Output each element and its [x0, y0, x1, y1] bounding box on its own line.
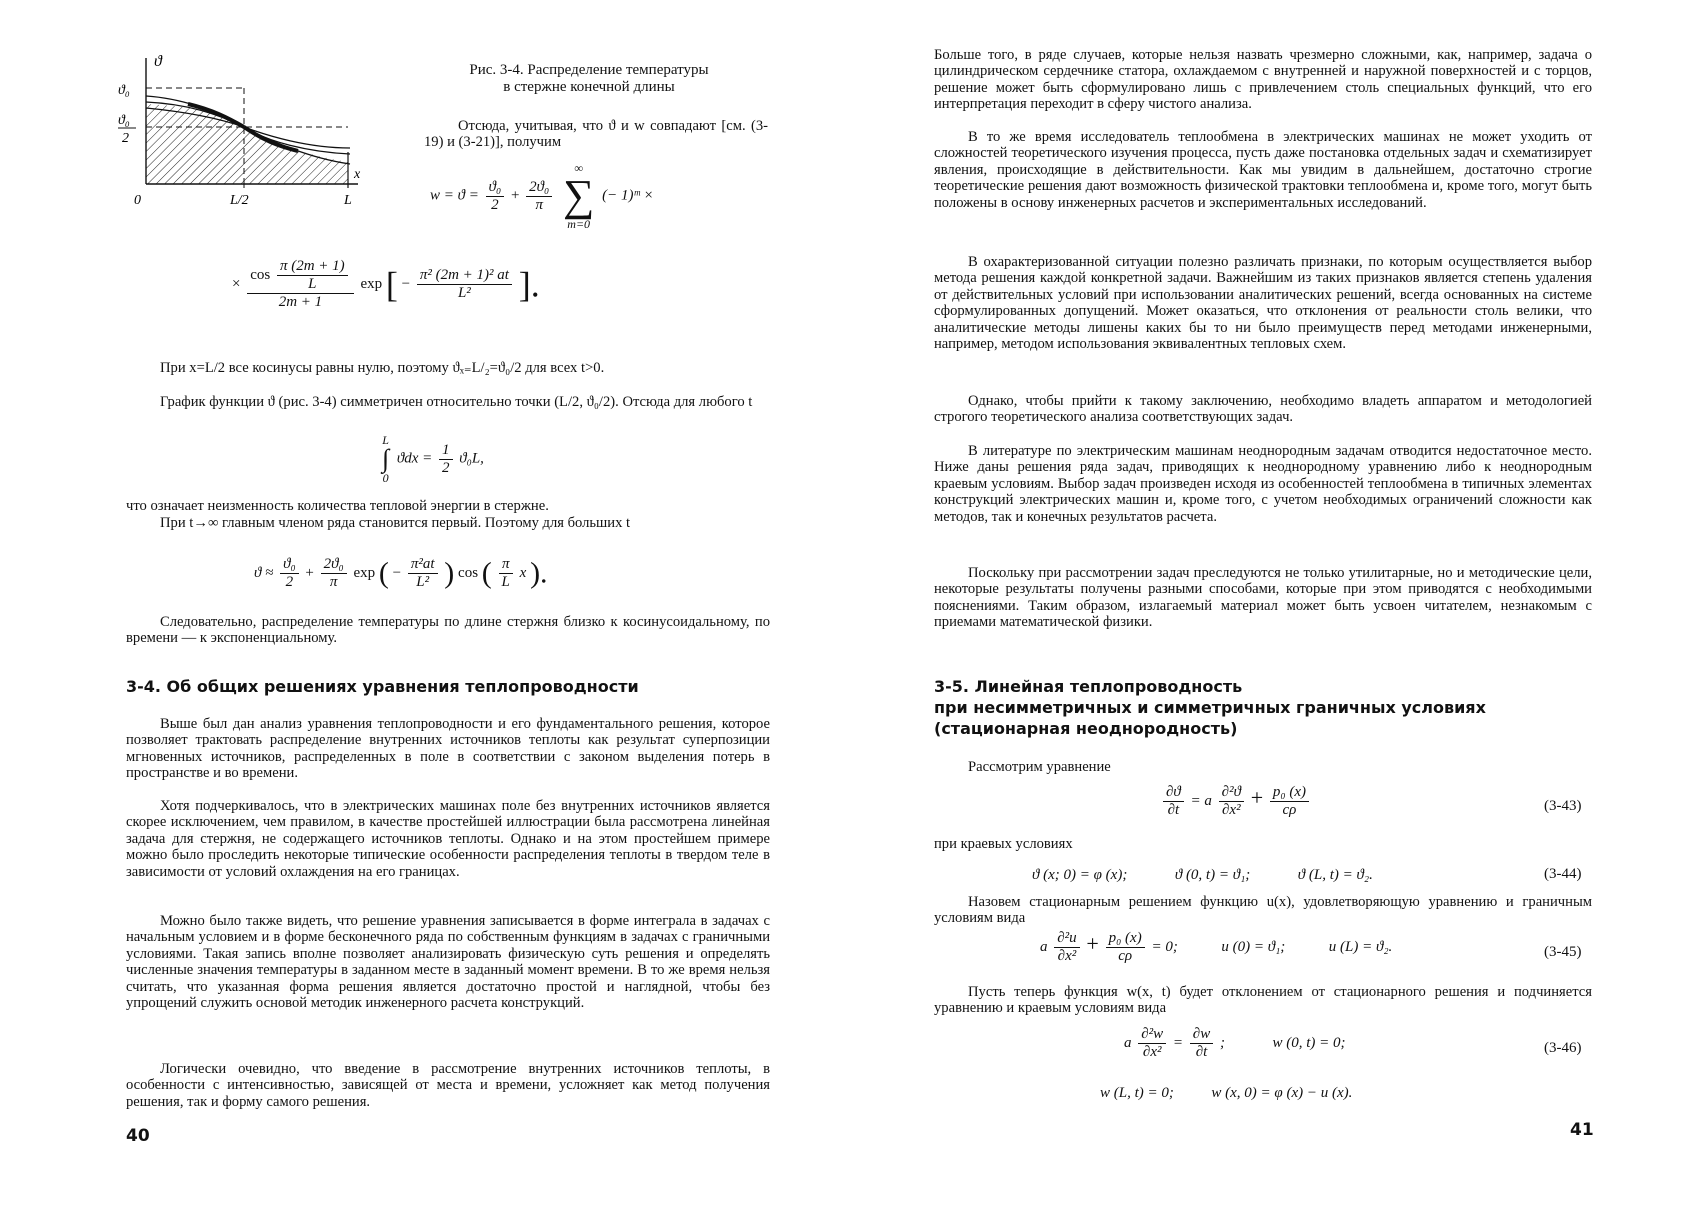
eq2-tail: ϑ₀L,	[459, 450, 484, 467]
axis-y-label: ϑ	[154, 53, 162, 70]
equation-3-45	[1040, 930, 1392, 965]
hatched-area	[146, 104, 348, 184]
eq2-int-bottom: 0	[382, 471, 389, 485]
eq1-cosfrac	[277, 258, 348, 293]
eq43-frac3	[1270, 784, 1309, 819]
eq1-plus: +	[510, 187, 520, 204]
equation-number-3-44: (3-44)	[1544, 866, 1582, 882]
eq1-exp-den: L²	[417, 284, 512, 302]
right-paragraph-5: В литературе по электрическим машинам неоднородным задачам отводится недостаточное место. Ниже даны решения ряда задач, приводящих к неоднородному уравнению либо к неоднородным краевым условиям. Выбор задач произведен исходя из особенностей теплообмена в типичных элементах конструкций электрических машин и, кроме того, с учетом необходимых ограничений сложности как методов, так и конечных результатов расчета.	[934, 443, 1592, 525]
eq1-tail: (− 1)ᵐ ×	[602, 187, 654, 204]
eq1-sum-sign: ∑	[563, 171, 595, 220]
eq3-f3-num: π²at	[410, 556, 435, 572]
eq45-frac1	[1054, 930, 1079, 965]
right-paragraph-6: Поскольку при рассмотрении задач преследуются не только утилитарные, но и методические цели, некоторые результаты получены разными способами, которые при этом приводятся с необходимыми пояснениями. Таким образом, излагаемый материал может быть усвоен читателем, незнакомым с приемами математической физики.	[934, 565, 1592, 631]
eq1-exp-num: π² (2m + 1)² at	[419, 267, 509, 283]
eq46-c4: w (x, 0) = φ (x) − u (x).	[1211, 1085, 1353, 1101]
eq1-exp-word: exp	[360, 275, 383, 292]
section-heading-3-4: 3-4. Об общих решениях уравнения теплопроводности	[126, 677, 639, 696]
figure-caption	[406, 62, 772, 96]
eq43-f1-num: ∂ϑ	[1166, 784, 1181, 800]
heading-line1: 3-5. Линейная теплопроводность	[934, 677, 1243, 696]
eq1-lhs: w = ϑ =	[430, 187, 479, 204]
eq46-f1-den: ∂x²	[1138, 1043, 1166, 1061]
eq46-f2-den: ∂t	[1190, 1043, 1213, 1061]
eq1-expfrac	[417, 267, 512, 302]
eq44-c3: ϑ (L, t) = ϑ₂.	[1297, 867, 1373, 883]
paragraph-1: При x=L/2 все косинусы равны нулю, поэтому ϑₓ₌L/₂=ϑ₀/2 для всех t>0.	[160, 360, 605, 376]
eq3-lp2: (	[481, 556, 492, 590]
eq1-bigfrac	[247, 258, 353, 311]
eq2-f-den: 2	[439, 459, 453, 477]
eq46-f1-num: ∂²w	[1141, 1026, 1164, 1042]
eq1-cos-num: π (2m + 1)	[279, 258, 345, 274]
x-tick-end-label: L	[344, 193, 352, 208]
eq43-f2-den: ∂x²	[1219, 801, 1244, 819]
eq45-f1-num: ∂²u	[1057, 930, 1077, 946]
paragraph-3: что означает неизменность количества тепловой энергии в стержне.	[126, 498, 549, 514]
eq45-f2-den: cρ	[1106, 947, 1145, 965]
paragraph-4: При t→∞ главным членом ряда становится первый. Поэтому для больших t	[160, 515, 631, 531]
equation-3-46-line2	[1100, 1084, 1352, 1102]
eq1-sum-bottom: m=0	[567, 217, 591, 231]
section-heading-3-5	[934, 676, 1614, 739]
axis-x-label: x	[354, 167, 361, 182]
eq43-f2-num: ∂²ϑ	[1221, 784, 1241, 800]
eq45-f2-num: p₀ (x)	[1108, 930, 1142, 946]
eq3-f2-num: 2ϑ₀	[323, 556, 344, 572]
eq3-exp-word: exp	[353, 564, 376, 581]
y-tick-top: ϑ₀	[118, 83, 130, 98]
eq2-int-top: L	[382, 433, 389, 447]
page-number-right: 41	[1570, 1120, 1594, 1140]
temperature-distribution-figure	[118, 52, 388, 212]
paragraph-2: График функции ϑ (рис. 3-4) симметричен относительно точки (L/2, ϑ₀/2). Отсюда для любого t	[160, 394, 753, 410]
eq43-f3-num: p₀ (x)	[1272, 784, 1306, 800]
intro-text: Отсюда, учитывая, что ϑ и w совпадают [см. (3-19) и (3-21)], получим	[424, 118, 768, 151]
equation-number-3-46: (3-46)	[1544, 1040, 1582, 1056]
eq45-a: a	[1040, 938, 1048, 955]
eq2-frac	[439, 442, 453, 477]
heading-line2: при несимметричных и симметричных граничных условиях	[934, 698, 1486, 717]
eq46-f2-num: ∂w	[1192, 1026, 1211, 1042]
eq1-bigfrac-num	[247, 258, 353, 293]
asymptotic-equation	[254, 556, 548, 591]
y-tick-mid-num: ϑ₀	[118, 113, 130, 128]
eq1-frac1	[486, 179, 505, 214]
right-paragraph-4: Однако, чтобы прийти к такому заключению, необходимо владеть аппаратом и методологией строгого теоретического анализа соответствующих задач.	[934, 393, 1592, 426]
eq1-frac2	[526, 179, 552, 214]
eq2-int	[382, 434, 389, 484]
eq1-minus: −	[401, 275, 411, 292]
eq2-f-num: 1	[442, 441, 450, 458]
eq45-f1-den: ∂x²	[1054, 947, 1079, 965]
eq45-eq0: = 0;	[1151, 938, 1178, 955]
eq46-c2: w (0, t) = 0;	[1272, 1034, 1346, 1051]
eq3-frac3	[408, 556, 438, 591]
eq1-rbr: ].	[518, 264, 540, 305]
equation-3-44	[1032, 866, 1373, 884]
heading-line3: (стационарная неоднородность)	[934, 719, 1238, 738]
eq46-eq: =	[1172, 1034, 1184, 1051]
eq1-f1-num: ϑ₀	[488, 178, 502, 195]
right-paragraph-7: Рассмотрим уравнение	[968, 759, 1111, 775]
equation-number-3-45: (3-45)	[1544, 944, 1582, 960]
right-page	[842, 0, 1684, 1230]
eq1-cos-den: L	[277, 275, 348, 293]
x-tick-mid-label: L/2	[230, 193, 249, 208]
eq43-f3-den: cρ	[1270, 801, 1309, 819]
eq3-frac1	[280, 556, 299, 591]
paragraph-6: Выше был дан анализ уравнения теплопроводности и его фундаментального решения, которое позволяет трактовать распределение внутренних источников теплоты как результат суперпозиции мгновенных источников, распределенных в поле в соответствии с законом выделения потерь в пространстве и во времени.	[126, 716, 770, 782]
eq1-sum	[563, 162, 594, 230]
eq3-f4-num: π	[501, 556, 510, 572]
caption-line1: Рис. 3-4. Распределение температуры	[469, 62, 709, 78]
eq46-frac2	[1190, 1026, 1213, 1061]
paragraph-8: Можно было также видеть, что решение уравнения записывается в форме интеграла в задачах с начальным условием и в форме бесконечного ряда по собственным функциям в задачах с граничными условиями. Такая запись вполне позволяет анализировать физическую суть решения и определять численные значения температуры в заданном месте в заданный момент времени. В то же время нельзя считать, что указанная форма решения является достаточно простой и наглядной, чтобы без упрощений служить основой методик инженерного расчета конструкций.	[126, 913, 770, 1012]
right-paragraph-8: при краевых условиях	[934, 836, 1073, 852]
eq3-f3-den: L²	[408, 573, 438, 591]
eq3-tail: x	[519, 564, 527, 581]
eq1-f1-den: 2	[486, 196, 505, 214]
right-paragraph-3: В охарактеризованной ситуации полезно различать признаки, по которым осуществляется выбор метода решения каждой конкретной задачи. Важнейшим из таких признаков является степень удаления от действительных условий при использовании аналитических решений, всегда основанных на системе сформулированных допущений. Может оказаться, что отклонения от реальности столь велики, что аналитические методы лишены каких бы то ни было преимуществ перед методами инженерными, например, методом использования эквивалентных тепловых схем.	[934, 254, 1592, 353]
eq1-lbr: [	[385, 264, 398, 305]
eq3-lhs: ϑ ≈	[254, 564, 274, 581]
eq2-body: ϑdx =	[396, 450, 433, 467]
paragraph-5: Следовательно, распределение температуры по длине стержня близко к косинусоидальному, по времени — к экспоненциальному.	[126, 614, 770, 647]
caption-line2: в стержне конечной длины	[503, 79, 675, 95]
right-paragraph-9: Назовем стационарным решением функцию u(x), удовлетворяющую уравнению и граничным условиям вида	[934, 894, 1592, 927]
series-equation-line1	[430, 162, 654, 230]
eq3-frac2	[321, 556, 347, 591]
eq1-times: ×	[232, 275, 241, 292]
paragraph-9: Логически очевидно, что введение в рассмотрение внутренних источников теплоты, в особенности с интенсивностью, зависящей от места и времени, усложняет как метод получения решения, так и форму самого решения.	[126, 1061, 770, 1110]
y-tick-mid-den: 2	[122, 131, 129, 146]
eq3-f1-den: 2	[280, 573, 299, 591]
eq43-frac1	[1163, 784, 1184, 819]
eq3-f1-num: ϑ₀	[283, 556, 296, 572]
eq1-f2-den: π	[526, 196, 552, 214]
right-paragraph-10: Пусть теперь функция w(x, t) будет отклонением от стационарного решения и подчиняется уравнению и краевым условиям вида	[934, 984, 1592, 1017]
equation-number-3-43: (3-43)	[1544, 798, 1582, 814]
eq2-int-sign: ∫	[382, 444, 390, 473]
eq3-cos-word: cos	[458, 564, 479, 581]
equation-3-43	[1160, 784, 1312, 819]
eq3-f2-den: π	[321, 573, 347, 591]
eq46-semi: ;	[1219, 1034, 1225, 1051]
eq3-minus: −	[392, 564, 402, 581]
right-paragraph-2: В то же время исследователь теплообмена в электрических машинах не может уходить от сложностей теоретического изучения процесса, пусть даже постановка отдельных задач и схематизирует явления, происходящие в действительности. Как мы увидим в дальнейшем, достаточно строгие теоретические решения дают возможность физической трактовки теплообмена и, кроме того, могут быть положены в основу инженерных расчетов и экспериментальных исследований.	[934, 129, 1592, 211]
eq1-sum-top: ∞	[574, 161, 583, 175]
eq3-rp2: ).	[530, 556, 548, 590]
eq3-frac4	[499, 556, 513, 591]
eq43-plus: +	[1250, 784, 1264, 810]
right-paragraph-1: Больше того, в ряде случаев, которые нельзя назвать чрезмерно сложными, как, например, задача о цилиндрическом сердечнике статора, охлаждаемом с внутренней и наружной поверхностей и с торцов, решение может быть сформулировано лишь с привлечением столь специальных функций, что его интерпретация переходит в сферу чистого анализа.	[934, 47, 1592, 113]
eq45-c2: u (0) = ϑ₁;	[1221, 938, 1286, 955]
eq46-frac1	[1138, 1026, 1166, 1061]
series-equation-line2	[232, 258, 540, 311]
eq1-cos-word: cos	[250, 266, 271, 283]
eq43-eq: = a	[1190, 792, 1212, 809]
page-number-left: 40	[126, 1126, 150, 1146]
eq3-rp: )	[444, 556, 455, 590]
paragraph-7: Хотя подчеркивалось, что в электрических машинах поле без внутренних источников является скорее исключением, чем правилом, в качестве простейшей иллюстрации была рассмотрена линейная задача для стержня, не содержащего источников теплоты. Однако и на этом простейшем примере можно было проследить некоторые типические особенности распределения теплоты в твердом теле в зависимости от условий охлаждения на его границах.	[126, 798, 770, 880]
eq43-frac2	[1219, 784, 1244, 819]
eq46-a: a	[1124, 1034, 1132, 1051]
eq45-c3: u (L) = ϑ₂.	[1328, 938, 1393, 955]
eq3-f4-den: L	[499, 573, 513, 591]
eq1-f2-num: 2ϑ₀	[529, 178, 550, 195]
eq43-f1-den: ∂t	[1163, 801, 1184, 819]
eq1-bigfrac-den: 2m + 1	[247, 293, 353, 311]
eq44-c2: ϑ (0, t) = ϑ₁;	[1174, 867, 1251, 883]
eq3-lp: (	[378, 556, 389, 590]
eq46-c3: w (L, t) = 0;	[1100, 1085, 1174, 1101]
eq44-c1: ϑ (x; 0) = φ (x);	[1032, 867, 1128, 883]
integral-equation	[378, 434, 484, 484]
eq45-plus: +	[1086, 930, 1099, 956]
equation-3-46	[1124, 1026, 1346, 1061]
eq3-plus: +	[305, 564, 314, 581]
eq45-frac2	[1106, 930, 1145, 965]
x-tick-0: 0	[134, 193, 141, 208]
